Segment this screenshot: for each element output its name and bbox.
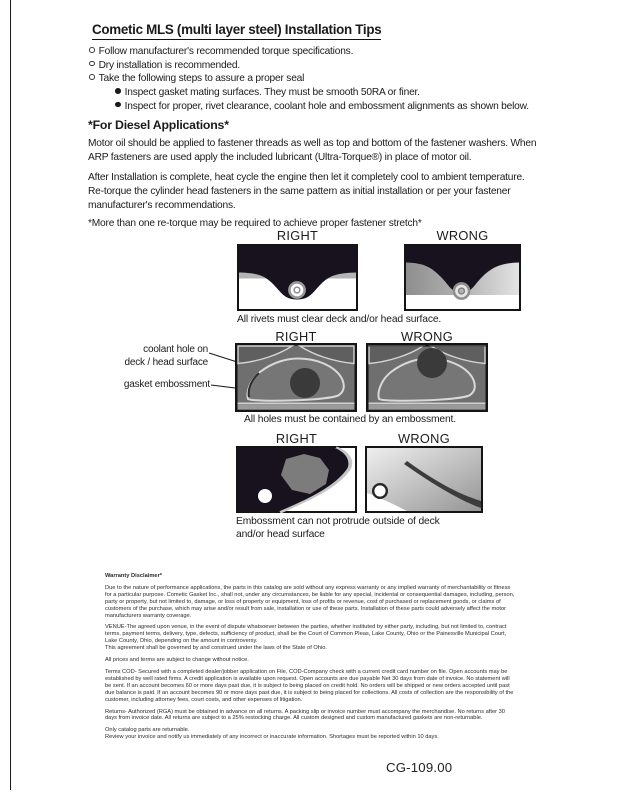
embossment-right-diagram [235,343,357,412]
diesel-section-heading: *For Diesel Applications* [88,118,229,132]
diagram-caption-line2: and/or head surface [236,529,325,540]
coolant-hole-icon [290,368,320,398]
gasket-embossment-label: gasket embossment [123,379,210,390]
diagram-caption: All holes must be contained by an embossment. [244,414,456,425]
bolt-hole-icon [258,489,272,503]
diagram-caption: All rivets must clear deck and/or head surface. [237,314,442,325]
tip-text: Inspect for proper, rivet clearance, coolant hole and embossment alignments as shown below. [124,100,529,112]
page-title: Cometic MLS (multi layer steel) Installation Tips [92,22,381,40]
wrong-label: WRONG [398,431,450,446]
wrong-label: WRONG [401,329,453,344]
wrong-label: WRONG [436,228,489,243]
warranty-disclaimer [105,573,517,741]
diesel-paragraph: After Installation is complete, heat cycle the engine then let it completely cool to ambient temperature. Re-torque the cylinder head fasteners in the same pattern as initial installation or per your fastener manufacturer's recommendations. [88,172,525,211]
coolant-hole-label-line2: deck / head surface [124,356,208,368]
page-number: CG-109.00 [386,760,453,775]
embossment-wrong-diagram [366,343,488,412]
tip-text: Inspect gasket mating surfaces. They must be smooth 50RA or finer. [124,87,420,99]
bolt-hole-icon [373,484,387,498]
protrusion-wrong-diagram [365,446,483,513]
warranty-paragraph: VENUE-The agreed upon venue, in the event of dispute whatsoever between the parties, whether instituted by either party, including, but not limited to, contract terms, payment terms, delivery, type, defects, sufficiency of product, shall be the Court of Common Pleas, Lake County, Ohio or the Painesville Municipal Court, Lake County, Ohio, depending on the amount in controversy. [105,624,507,645]
bullet-circle-icon [89,47,95,53]
list-item [89,73,529,87]
right-label: RIGHT [276,228,319,243]
list-item [89,60,529,74]
right-label: RIGHT [275,431,318,446]
list-item [115,87,529,101]
coolant-hole-icon [417,348,447,378]
list-item [89,46,529,60]
retorque-note: *More than one re-torque may be required to achieve proper fastener stretch* [88,218,422,229]
bullet-dot-icon [115,102,121,108]
warranty-paragraph: Due to the nature of performance applications, the parts in this catalog are sold without any express warranty or any implied warranty of merchantability or fitness for a particular purpose. Cometic Gasket Inc., shall not, under any circumstances, be liable for any special, incidental or consequential damages, including, person, party or property, but not limited to, damage, or loss of property or equipment, loss of profits or revenue, cost of purchased or replacement goods, or claims of customers of the purchase, which may arise and/or result from sale, installation or use of these parts. Installation of these parts could adversely affect the motor manufacturers warranty coverage. [105,584,515,619]
protrusion-right-diagram [236,446,357,513]
coolant-hole-label-line1: coolant hole on [143,344,208,355]
diagram-caption-line1: Embossment can not protrude outside of deck [236,516,440,527]
installation-tips-list [89,46,529,114]
warranty-paragraph: All prices and terms are subject to change without notice. [105,657,249,664]
rivet-right-diagram [237,244,358,311]
bullet-circle-icon [89,74,95,80]
warranty-paragraph: Review your invoice and notify us immediately of any incorrect or inaccurate information. Shortages must be reported within 10 days. [105,734,439,741]
right-label: RIGHT [275,329,317,344]
tip-text: Take the following steps to assure a proper seal [98,73,305,85]
warranty-heading: Warranty Disclaimer* [105,573,163,579]
bullet-dot-icon [115,88,121,94]
rivet-wrong-diagram [404,244,521,311]
bullet-circle-icon [89,61,95,67]
warranty-paragraph: Terms COD- Secured with a completed dealer/jobber application on File, COD-Company check with a current credit card number on file. Open accounts may be established by well rated firms. A credit application is available upon request. Open accounts are due payable Net 30 days from date of invoice. No statement will be sent. If an account becomes 60 or more days past due, it is subject to being placed on credit hold. No orders will be shipped or new orders accepted until past due balance is paid. If an account becomes 90 or more days past due, it is subject to being placed for collections. All costs of collection are the responsibility of the customer, including attorney fees, court costs, and other expenses of litigation. [105,668,514,703]
tip-text: Dry installation is recommended. [98,59,240,71]
page-edge-rule [10,0,11,790]
coolant-hole-label [90,344,208,369]
warranty-paragraph: This agreement shall be governed by and construed under the laws of the State of Ohio. [105,645,327,652]
list-item [115,101,529,115]
tip-text: Follow manufacturer's recommended torque specifications. [98,46,354,57]
warranty-paragraph: Only catalog parts are returnable. [105,727,190,734]
warranty-paragraph: Returns- Authorized (RGA) must be obtained in advance on all returns. A packing slip or invoice number must accompany the merchandise. No returns after 30 days from invoice date. All returns are subject to a 25% restocking charge. All custom designed and custom manufactured gaskets are non-returnable. [105,708,505,722]
diesel-paragraph: Motor oil should be applied to fastener threads as well as top and bottom of the fastener washers. When ARP fasteners are used apply the included lubricant (Ultra-Torque®) in place of motor oil. [88,138,537,163]
